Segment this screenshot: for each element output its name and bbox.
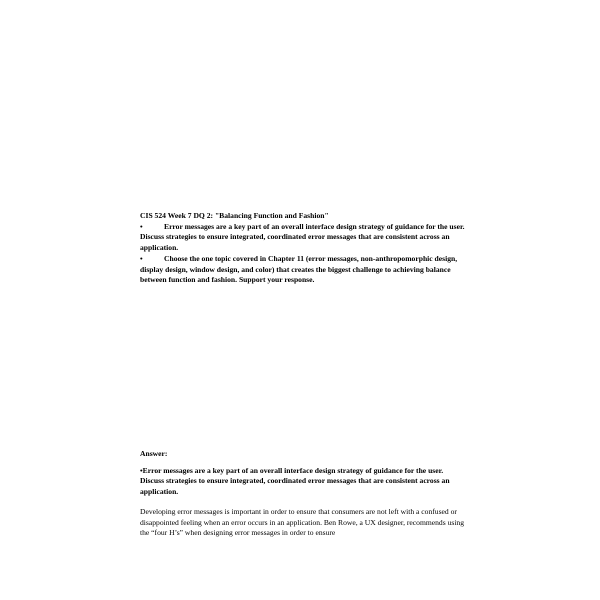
question-title: CIS 524 Week 7 DQ 2: "Balancing Function and Fashion" [140, 211, 329, 220]
bullet-marker: • [140, 253, 143, 263]
answer-paragraph: Developing error messages is important in order to ensure that consumers are not left with a confused or disappointed feeling when an error occurs in an application. Ben Rowe, a UX designer, recommends using the “four H’s” when designing error messages in order to ensure [140, 506, 465, 538]
question-section [140, 211, 470, 286]
answer-restated-question: •Error messages are a key part of an overall interface design strategy of guidance for the user. Discuss strategies to ensure integrated, coordinated error messages that are consistent across an application. [140, 465, 450, 497]
answer-heading: Answer: [140, 449, 168, 458]
question-bullet-1 [140, 222, 470, 254]
question-bullet-2 [140, 254, 470, 286]
bullet-marker: • [140, 221, 143, 231]
bullet-text: Error messages are a key part of an overall interface design strategy of guidance for the user. Discuss strategies to ensure integrated, coordinated error messages that are consistent across an application. [140, 221, 465, 253]
answer-section [140, 449, 465, 539]
bullet-text: Choose the one topic covered in Chapter 11 (error messages, non-anthropomorphic design, display design, window design, and color) that creates the biggest challenge to achieving balance between function and fashion. Support your response. [140, 253, 458, 285]
